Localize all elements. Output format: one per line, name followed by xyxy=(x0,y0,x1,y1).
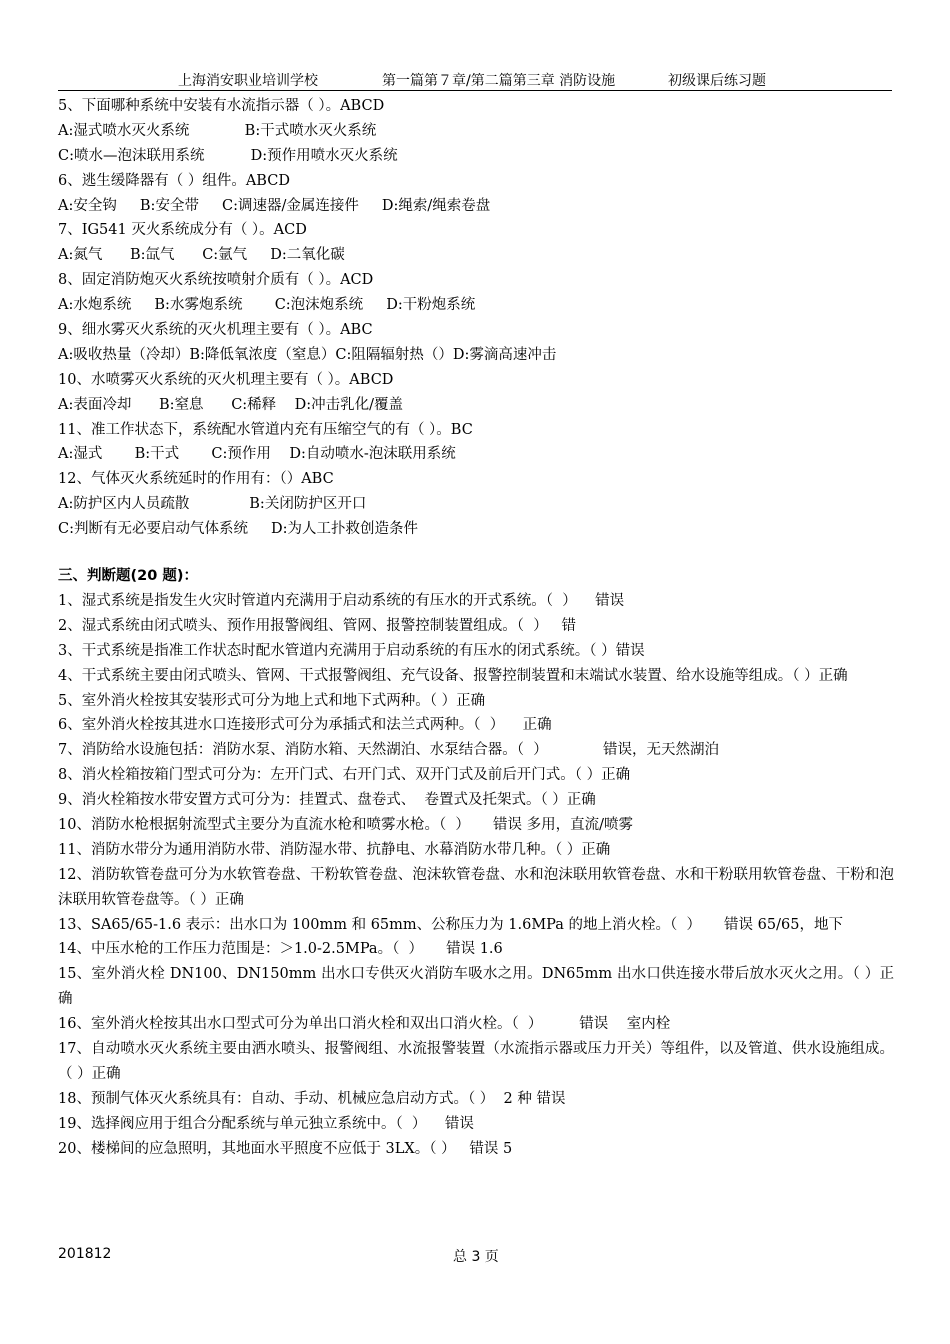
tf-item-3: 3、干式系统是指准工作状态时配水管道内充满用于启动系统的有压水的闭式系统。（ ）错误 xyxy=(58,642,645,659)
tf-item-6: 6、室外消火栓按其进水口连接形式可分为承插式和法兰式两种。（ ） 正确 xyxy=(58,717,552,734)
tf-item-8: 8、消火栓箱按箱门型式可分为：左开门式、右开门式、双开门式及前后开门式。（ ）正确 xyxy=(58,767,631,784)
tf-item-20: 20、楼梯间的应急照明，其地面水平照度不应低于 3LX。（ ） 错误 5 xyxy=(58,1140,513,1157)
tf-item-11: 11、消防水带分为通用消防水带、消防湿水带、抗静电、水幕消防水带几种。（ ）正确 xyxy=(58,841,611,858)
footer-date: 201812 xyxy=(58,1246,112,1262)
tf-item-9: 9、消火栓箱按水带安置方式可分为：挂置式、盘卷式、 卷置式及托架式。（ ）正确 xyxy=(58,792,596,809)
tf-item-4: 4、干式系统主要由闭式喷头、管网、干式报警阀组、充气设备、报警控制装置和末端试水装置、给水设施等组成。（ ）正确 xyxy=(58,667,848,684)
tf-item-7: 7、消防给水设施包括：消防水泵、消防水箱、天然湖泊、水泵结合器。（ ） 错误，无天然湖泊 xyxy=(58,742,719,759)
question-11-options: A:湿式 B:干式 C:预作用 D:自动喷水-泡沫联用系统 xyxy=(58,446,456,463)
page-header xyxy=(58,68,892,91)
header-chapter: 第一篇第７章/第二篇第三章 消防设施 xyxy=(382,73,616,89)
question-11: 11、准工作状态下，系统配水管道内充有压缩空气的有（ ）。BC xyxy=(58,421,473,438)
question-8: 8、固定消防炮灭火系统按喷射介质有（ ）。ACD xyxy=(58,272,374,289)
question-5-options-2: C:喷水—泡沫联用系统 D:预作用喷水灭火系统 xyxy=(58,147,398,164)
question-9: 9、细水雾灭火系统的灭火机理主要有（ ）。ABC xyxy=(58,322,373,339)
tf-item-5: 5、室外消火栓按其安装形式可分为地上式和地下式两种。（ ）正确 xyxy=(58,692,486,709)
tf-item-17: 17、自动喷水灭火系统主要由洒水喷头、报警阀组、水流报警装置（水流指示器或压力开关）等组件，以及管道、供水设施组成。（ ）正确 xyxy=(58,1041,894,1082)
tf-item-10: 10、消防水枪根据射流型式主要分为直流水枪和喷雾水枪。（ ） 错误 多用，直流/喷雾 xyxy=(58,816,633,833)
question-10-options: A:表面冷却 B:窒息 C:稀释 D:冲击乳化/覆盖 xyxy=(58,396,404,413)
tf-item-13: 13、SA65/65-1.6 表示：出水口为 100mm 和 65mm、公称压力为 1.6MPa 的地上消火栓。（ ） 错误 65/65，地下 xyxy=(58,916,843,933)
question-9-options: A:吸收热量（冷却）B:降低氧浓度（窒息）C:阻隔辐射热（）D:雾滴高速冲击 xyxy=(58,346,557,363)
tf-item-1: 1、湿式系统是指发生火灾时管道内充满用于启动系统的有压水的开式系统。（ ） 错误 xyxy=(58,592,625,609)
question-12-options-1: A:防护区内人员疏散 B:关闭防护区开口 xyxy=(58,496,367,513)
question-10: 10、水喷雾灭火系统的灭火机理主要有（ ）。ABCD xyxy=(58,371,394,388)
question-6: 6、逃生缓降器有（ ）组件。ABCD xyxy=(58,172,290,189)
tf-item-16: 16、室外消火栓按其出水口型式可分为单出口消火栓和双出口消火栓。（ ） 错误 室内栓 xyxy=(58,1016,671,1033)
page-content xyxy=(58,94,894,1162)
question-5-options-1: A:湿式喷水灭火系统 B:干式喷水灭火系统 xyxy=(58,122,377,139)
header-exercise: 初级课后练习题 xyxy=(668,73,766,89)
question-12-options-2: C:判断有无必要启动气体系统 D:为人工扑救创造条件 xyxy=(58,521,419,538)
multiple-choice-section xyxy=(58,94,894,542)
tf-item-18: 18、预制气体灭火系统具有：自动、手动、机械应急启动方式。（ ） 2 种 错误 xyxy=(58,1090,566,1107)
footer-page-count: 总 3 页 xyxy=(453,1249,499,1265)
section-spacer xyxy=(58,542,894,564)
question-5: 5、下面哪种系统中安装有水流指示器（ ）。ABCD xyxy=(58,98,385,114)
tf-item-15: 15、室外消火栓 DN100、DN150mm 出水口专供灭火消防车吸水之用。DN65mm 出水口供连接水带后放水灭火之用。（ ）正确 xyxy=(58,966,894,1008)
tf-item-2: 2、湿式系统由闭式喷头、预作用报警阀组、管网、报警控制装置组成。（ ） 错 xyxy=(58,617,577,634)
true-false-section xyxy=(58,564,894,1161)
question-6-options: A:安全钩 B:安全带 C:调速器/金属连接件 D:绳索/绳索卷盘 xyxy=(58,197,491,214)
question-8-options: A:水炮系统 B:水雾炮系统 C:泡沫炮系统 D:干粉炮系统 xyxy=(58,297,476,314)
question-7: 7、IG541 灭火系统成分有（ ）。ACD xyxy=(58,222,307,239)
tf-item-19: 19、选择阀应用于组合分配系统与单元独立系统中。（ ） 错误 xyxy=(58,1115,474,1132)
tf-item-12: 12、消防软管卷盘可分为水软管卷盘、干粉软管卷盘、泡沫软管卷盘、水和泡沫联用软管卷盘、水和干粉联用软管卷盘、干粉和泡沫联用软管卷盘等。（ ）正确 xyxy=(58,866,894,908)
question-7-options: A:氮气 B:氙气 C:氩气 D:二氧化碳 xyxy=(58,247,345,264)
tf-item-14: 14、中压水枪的工作压力范围是：＞1.0-2.5MPa。（ ） 错误 1.6 xyxy=(58,941,503,958)
question-12: 12、气体灭火系统延时的作用有：（）ABC xyxy=(58,471,334,488)
section-title: 三、判断题(20 题)： xyxy=(58,568,198,585)
header-school: 上海消安职业培训学校 xyxy=(178,73,318,89)
